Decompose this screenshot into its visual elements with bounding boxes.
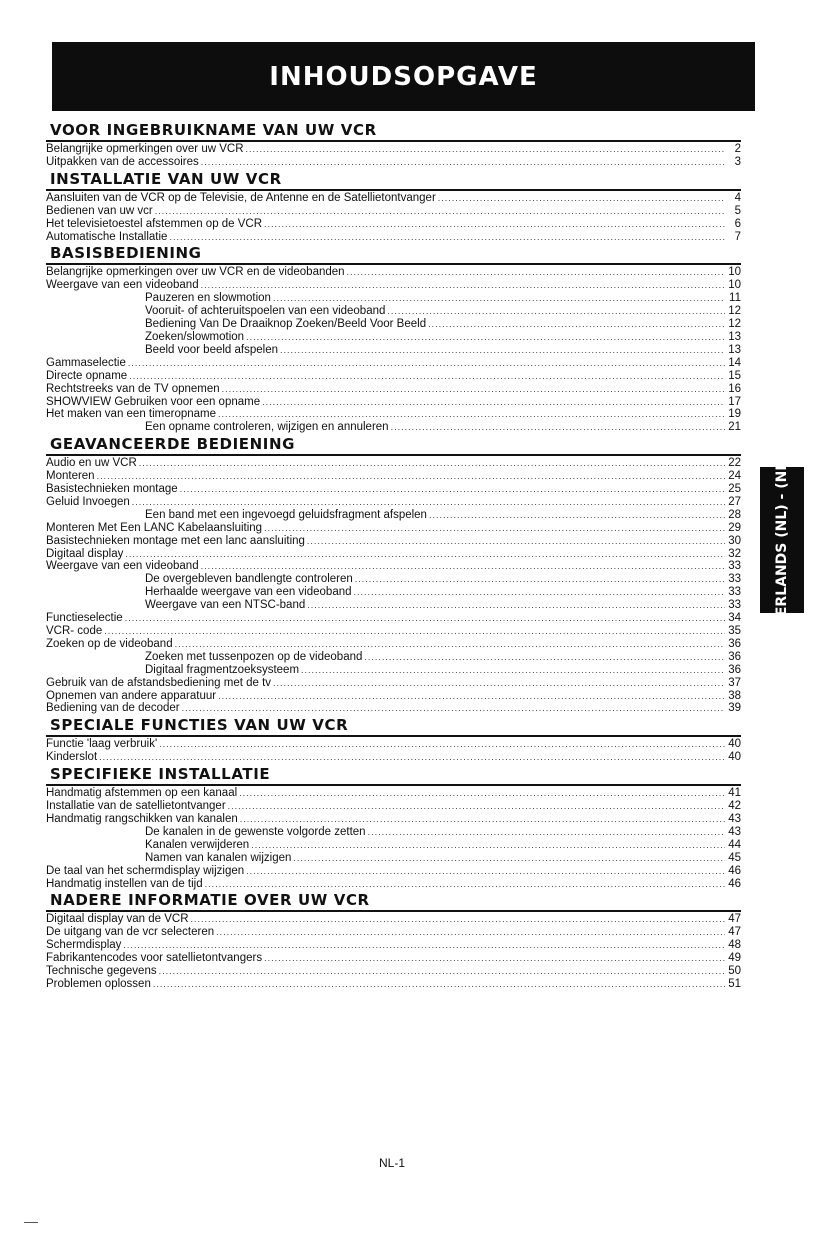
entry-title: VCR- code <box>46 625 103 637</box>
entry-title: Zoeken op de videoband <box>46 637 173 650</box>
entry-title: Technische gegevens <box>46 965 157 978</box>
dot-leader <box>293 852 725 865</box>
entry-title: Audio en uw VCR <box>46 457 137 470</box>
toc-entry <box>46 218 741 231</box>
toc-entry <box>46 383 741 396</box>
entry-title: Gammaselectie <box>46 356 126 369</box>
toc-entry <box>46 192 741 205</box>
toc-entry <box>46 625 741 638</box>
toc-section <box>46 764 741 890</box>
toc-entry <box>46 483 741 496</box>
entry-page-number: 22 <box>728 457 741 470</box>
toc-section <box>46 120 741 169</box>
entry-page-number: 43 <box>728 812 741 825</box>
section-heading: SPECIFIEKE INSTALLATIE <box>46 764 741 786</box>
toc-entry <box>46 878 741 891</box>
toc-entry <box>46 952 741 965</box>
toc-entry <box>46 357 741 370</box>
dot-leader <box>205 878 725 891</box>
entry-title: Bediening Van De Draaiknop Zoeken/Beeld Voor Beeld <box>145 318 427 331</box>
entry-title: Monteren Met Een LANC Kabelaansluiting <box>46 521 263 534</box>
toc-entry <box>46 573 741 586</box>
entry-title: Gebruik van de afstandsbediening met de tv <box>46 676 272 689</box>
toc-entry <box>46 305 741 318</box>
entry-page-number: 10 <box>728 266 741 279</box>
toc-entry <box>46 839 741 852</box>
entry-title: Directe opname <box>46 369 128 382</box>
dot-leader <box>262 396 725 409</box>
entry-title: Weergave van een NTSC-band <box>145 599 306 612</box>
toc-entry <box>46 926 741 939</box>
entry-title: Fabrikantencodes voor satellietontvangers <box>46 952 263 965</box>
dot-leader <box>132 496 725 509</box>
entry-title: Aansluiten van de VCR op de Televisie, de Antenne en de Satellietontvanger <box>46 191 436 204</box>
entry-title: Functieselectie <box>46 612 123 625</box>
toc-entry <box>46 522 741 535</box>
toc-entry <box>46 279 741 292</box>
entry-page-number: 21 <box>728 421 741 434</box>
entry-page-number: 34 <box>728 612 741 625</box>
entry-title: Schermdisplay <box>46 939 122 952</box>
entry-title: Namen van kanalen wijzigen <box>145 851 292 864</box>
toc-entry <box>46 266 741 279</box>
dot-leader <box>216 926 725 939</box>
dot-leader <box>264 218 725 231</box>
entry-page-number: 17 <box>728 395 741 408</box>
entry-title: Het maken van een timeropname <box>46 408 217 421</box>
section-heading: INSTALLATIE VAN UW VCR <box>46 169 741 191</box>
entry-page-number: 33 <box>728 573 741 586</box>
entry-title: Bedienen van uw vcr <box>46 204 153 217</box>
toc-entry <box>46 496 741 509</box>
toc-entry <box>46 344 741 357</box>
entry-title: Het televisietoestel afstemmen op de VCR <box>46 217 263 230</box>
dot-leader <box>428 318 725 331</box>
language-tab <box>760 430 804 650</box>
toc-entry <box>46 457 741 470</box>
toc-entry <box>46 690 741 703</box>
entry-title: Functie 'laag verbruik' <box>46 738 158 751</box>
entry-title: Vooruit- of achteruitspoelen van een videoband <box>145 305 386 318</box>
dot-leader <box>201 560 725 573</box>
entry-page-number: 4 <box>734 191 741 204</box>
entry-page-number: 40 <box>728 751 741 764</box>
entry-title: SHOWVIEW Gebruiken voor een opname <box>46 395 261 408</box>
entry-title: Rechtstreeks van de TV opnemen <box>46 382 220 395</box>
entry-title: Installatie van de satellietontvanger <box>46 800 226 813</box>
section-heading: VOOR INGEBRUIKNAME VAN UW VCR <box>46 120 741 142</box>
entry-page-number: 28 <box>728 508 741 521</box>
dot-leader <box>239 787 725 800</box>
entry-page-number: 45 <box>728 851 741 864</box>
entry-page-number: 49 <box>728 952 741 965</box>
entry-page-number: 32 <box>728 547 741 560</box>
toc-entry <box>46 913 741 926</box>
entry-page-number: 42 <box>728 800 741 813</box>
entry-page-number: 6 <box>734 217 741 230</box>
section-heading: BASISBEDIENING <box>46 243 741 265</box>
dot-leader <box>429 509 725 522</box>
dot-leader <box>201 279 725 292</box>
entry-page-number: 29 <box>728 521 741 534</box>
toc-entry <box>46 664 741 677</box>
entry-title: Opnemen van andere apparatuur <box>46 689 217 702</box>
dot-leader <box>123 939 725 952</box>
entry-page-number: 16 <box>728 382 741 395</box>
toc-entry <box>46 586 741 599</box>
dot-leader <box>354 586 725 599</box>
entry-page-number: 37 <box>728 676 741 689</box>
entry-title: Handmatig rangschikken van kanalen <box>46 812 238 825</box>
dot-leader <box>182 702 725 715</box>
dot-leader <box>129 370 725 383</box>
dot-leader <box>273 677 725 690</box>
toc-entry <box>46 813 741 826</box>
entry-page-number: 39 <box>728 702 741 715</box>
toc-section <box>46 715 741 764</box>
entry-title: Een band met een ingevoegd geluidsfragment afspelen <box>145 508 427 521</box>
dot-leader <box>222 383 725 396</box>
toc-entry <box>46 421 741 434</box>
toc-section <box>46 434 741 715</box>
entry-title: Uitpakken van de accessoires <box>46 155 199 168</box>
dot-leader <box>155 205 725 218</box>
toc-entry <box>46 978 741 991</box>
dot-leader <box>169 231 725 244</box>
toc-entry <box>46 677 741 690</box>
toc-entry <box>46 787 741 800</box>
dot-leader <box>246 143 725 156</box>
entry-page-number: 10 <box>728 279 741 292</box>
dot-leader <box>104 625 725 638</box>
section-heading: SPECIALE FUNCTIES VAN UW VCR <box>46 715 741 737</box>
entry-title: Bediening van de decoder <box>46 702 180 715</box>
entry-page-number: 36 <box>728 663 741 676</box>
toc-entry <box>46 470 741 483</box>
toc-entry <box>46 408 741 421</box>
entry-title: Handmatig afstemmen op een kanaal <box>46 787 238 800</box>
dot-leader <box>347 266 725 279</box>
entry-page-number: 7 <box>734 230 741 243</box>
dot-leader <box>228 800 725 813</box>
dot-leader <box>273 292 725 305</box>
entry-title: Weergave van een videoband <box>46 560 199 573</box>
dot-leader <box>240 813 725 826</box>
dot-leader <box>246 865 725 878</box>
toc-entry <box>46 751 741 764</box>
toc-entry <box>46 509 741 522</box>
entry-page-number: 47 <box>728 926 741 939</box>
entry-page-number: 43 <box>728 825 741 838</box>
toc-entry <box>46 612 741 625</box>
toc-entry <box>46 370 741 383</box>
entry-page-number: 2 <box>734 143 741 155</box>
entry-title: Herhaalde weergave van een videoband <box>145 586 352 599</box>
dot-leader <box>191 913 725 926</box>
entry-title: Digitaal fragmentzoeksysteem <box>145 663 300 676</box>
toc-entry <box>46 638 741 651</box>
toc-entry <box>46 826 741 839</box>
toc-entry <box>46 865 741 878</box>
toc-section <box>46 243 741 434</box>
entry-title: Beeld voor beeld afspelen <box>145 343 278 356</box>
entry-title: Automatische Installatie <box>46 230 168 243</box>
entry-title: Zoeken met tussenpozen op de videoband <box>145 650 363 663</box>
language-tab-label: NEDERLANDS (NL) - (NL) 51 <box>774 430 790 650</box>
entry-page-number: 50 <box>728 965 741 978</box>
entry-page-number: 41 <box>728 787 741 800</box>
entry-page-number: 38 <box>728 689 741 702</box>
entry-page-number: 3 <box>734 155 741 168</box>
dot-leader <box>301 664 725 677</box>
dot-leader <box>180 483 725 496</box>
entry-page-number: 36 <box>728 650 741 663</box>
entry-page-number: 15 <box>728 369 741 382</box>
dot-leader <box>246 331 725 344</box>
toc-entry <box>46 143 741 156</box>
table-of-contents <box>46 120 741 991</box>
dot-leader <box>128 357 725 370</box>
entry-title: Basistechnieken montage met een lanc aansluiting <box>46 534 305 547</box>
toc-entry <box>46 318 741 331</box>
entry-title: Problemen oplossen <box>46 977 151 990</box>
entry-title: Digitaal display van de VCR <box>46 913 189 926</box>
toc-entry <box>46 231 741 244</box>
dot-leader <box>355 573 725 586</box>
dot-leader <box>125 612 725 625</box>
toc-entry <box>46 702 741 715</box>
entry-page-number: 30 <box>728 534 741 547</box>
dot-leader <box>218 690 725 703</box>
entry-page-number: 19 <box>728 408 741 421</box>
entry-page-number: 40 <box>728 738 741 751</box>
entry-page-number: 33 <box>728 586 741 599</box>
entry-title: Digitaal display <box>46 547 124 560</box>
toc-entry <box>46 852 741 865</box>
entry-title: Pauzeren en slowmotion <box>145 292 271 305</box>
entry-page-number: 44 <box>728 838 741 851</box>
entry-page-number: 12 <box>728 305 741 318</box>
dot-leader <box>125 548 725 561</box>
entry-page-number: 48 <box>728 939 741 952</box>
entry-title: De taal van het schermdisplay wijzigen <box>46 864 245 877</box>
toc-entry <box>46 560 741 573</box>
entry-page-number: 5 <box>734 204 741 217</box>
entry-title: Monteren <box>46 470 95 483</box>
entry-page-number: 35 <box>728 625 741 637</box>
dot-leader <box>175 638 725 651</box>
section-heading: NADERE INFORMATIE OVER UW VCR <box>46 890 741 912</box>
dot-leader <box>218 408 725 421</box>
entry-title: Kinderslot <box>46 751 98 764</box>
dot-leader <box>97 470 725 483</box>
toc-entry <box>46 205 741 218</box>
dot-leader <box>201 156 725 169</box>
entry-title: De overgebleven bandlengte controleren <box>145 573 353 586</box>
title-banner <box>52 42 755 111</box>
dot-leader <box>307 535 725 548</box>
entry-page-number: 51 <box>728 977 741 990</box>
toc-section <box>46 890 741 990</box>
toc-section <box>46 169 741 244</box>
entry-title: Handmatig instellen van de tijd <box>46 877 203 890</box>
entry-page-number: 47 <box>728 913 741 926</box>
toc-entry <box>46 292 741 305</box>
entry-page-number: 14 <box>728 356 741 369</box>
dot-leader <box>251 839 725 852</box>
entry-title: Een opname controleren, wijzigen en annuleren <box>145 421 389 434</box>
entry-title: Weergave van een videoband <box>46 279 199 292</box>
entry-page-number: 27 <box>728 495 741 508</box>
entry-page-number: 46 <box>728 877 741 890</box>
entry-page-number: 12 <box>728 318 741 331</box>
dot-leader <box>159 738 725 751</box>
dot-leader <box>438 192 725 205</box>
entry-page-number: 33 <box>728 560 741 573</box>
toc-entry <box>46 548 741 561</box>
section-heading: GEAVANCEERDE BEDIENING <box>46 434 741 456</box>
entry-title: Kanalen verwijderen <box>145 838 250 851</box>
entry-title: Zoeken/slowmotion <box>145 330 245 343</box>
dot-leader <box>307 599 725 612</box>
dot-leader <box>139 457 725 470</box>
entry-page-number: 36 <box>728 637 741 650</box>
toc-entry <box>46 331 741 344</box>
entry-title: De uitgang van de vcr selecteren <box>46 926 215 939</box>
dot-leader <box>364 651 725 664</box>
dot-leader <box>280 344 725 357</box>
dot-leader <box>153 978 725 991</box>
page-title: INHOUDSOPGAVE <box>269 61 538 92</box>
entry-title: Geluid Invoegen <box>46 495 130 508</box>
entry-page-number: 33 <box>728 599 741 612</box>
entry-page-number: 46 <box>728 864 741 877</box>
toc-entry <box>46 651 741 664</box>
entry-page-number: 13 <box>728 343 741 356</box>
dot-leader <box>391 421 725 434</box>
toc-entry <box>46 535 741 548</box>
page-number: NL-1 <box>378 1156 405 1170</box>
dot-leader <box>368 826 725 839</box>
entry-page-number: 25 <box>728 483 741 496</box>
dot-leader <box>264 952 725 965</box>
toc-entry <box>46 156 741 169</box>
entry-title: De kanalen in de gewenste volgorde zetten <box>145 825 366 838</box>
entry-title: Belangrijke opmerkingen over uw VCR <box>46 143 244 155</box>
toc-entry <box>46 396 741 409</box>
entry-title: Belangrijke opmerkingen over uw VCR en de videobanden <box>46 266 345 279</box>
dot-leader <box>264 522 725 535</box>
toc-entry <box>46 939 741 952</box>
dot-leader <box>387 305 725 318</box>
entry-title: Basistechnieken montage <box>46 483 178 496</box>
toc-entry <box>46 599 741 612</box>
dot-leader <box>99 751 725 764</box>
toc-entry <box>46 965 741 978</box>
dot-leader <box>159 965 725 978</box>
entry-page-number: 24 <box>728 470 741 483</box>
toc-entry <box>46 738 741 751</box>
entry-page-number: 13 <box>728 330 741 343</box>
scan-mark <box>24 1222 38 1223</box>
toc-entry <box>46 800 741 813</box>
entry-page-number: 11 <box>729 292 741 305</box>
